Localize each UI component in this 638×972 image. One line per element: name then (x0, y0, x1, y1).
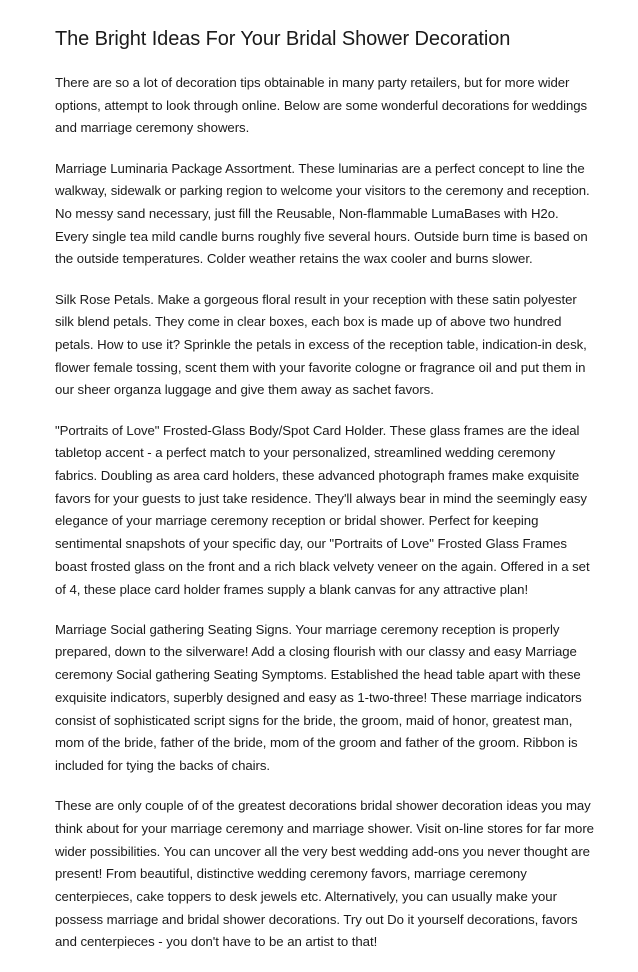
paragraph-portraits-of-love: "Portraits of Love" Frosted-Glass Body/Spot Card Holder. These glass frames are the ideal tabletop accent - a perfect match to your personalized, streamlined wedding ceremony fabrics. Doubling as area card holders, these advanced photograph frames make exquisite favors for your guests to just take residence. They'll always bear in mind the seemingly easy elegance of your marriage ceremony reception or bridal shower. Perfect for keeping sentimental snapshots of your specific day, our "Portraits of Love" Frosted Glass Frames boast frosted glass on the front and a rich black velvety veneer on the again. Offered in a set of 4, these place card holder frames supply a blank canvas for any attractive plan! (55, 422, 590, 597)
paragraph-conclusion: These are only couple of of the greatest decorations bridal shower decoration ideas you may think about for your marriage ceremony and marriage shower. Visit on-line stores for far more wider possibilities. You can uncover all the very best wedding add-ons you never thought are present! From beautiful, distinctive wedding ceremony favors, marriage ceremony centerpieces, cake toppers to desk jewels etc. Alternatively, you can usually make your possess marriage and bridal shower decorations. Try out Do it yourself decorations, favors and centerpieces - you don't have to be an artist to that! (55, 798, 594, 950)
paragraph-intro: There are so a lot of decoration tips obtainable in many party retailers, but for more wider options, attempt to look through online. Below are some wonderful decorations for weddings and marriage ceremony showers. (55, 75, 588, 136)
paragraph-seating-signs: Marriage Social gathering Seating Signs. Your marriage ceremony reception is properly prepared, down to the silverware! Add a closing flourish with our classy and easy Marriage ceremony Social gathering Seating Symptoms. Established the head table apart with these exquisite indicators, superbly designed and easy as 1-two-three! These marriage indicators consist of sophisticated script signs for the bride, the groom, maid of honor, greatest man, mom of the bride, father of the bride, mom of the groom and father of the groom. Ribbon is included for tying the backs of chairs. (55, 621, 582, 773)
paragraph-rose-petals: Silk Rose Petals. Make a gorgeous floral result in your reception with these satin polyester silk blend petals. They come in clear boxes, each box is made up of above two hundred petals. How to use it? Sprinkle the petals in excess of the reception table, indication-in desk, flower female tossing, scent them with your favorite cologne or fragrance oil and put them in our sheer organza luggage and give them away as sachet favors. (55, 291, 587, 398)
paragraph-luminaria: Marriage Luminaria Package Assortment. These luminarias are a perfect concept to line the walkway, sidewalk or parking region to welcome your visitors to the ceremony and reception. No messy sand necessary, just fill the Reusable, Non-flammable LumaBases with H2o. Every single tea mild candle burns roughly five several hours. Outside burn time is based on the outside temperatures. Colder weather retains the wax cooler and burns slower. (55, 160, 590, 267)
document-page (55, 26, 595, 972)
page-title: The Bright Ideas For Your Bridal Shower Decoration (55, 28, 511, 50)
